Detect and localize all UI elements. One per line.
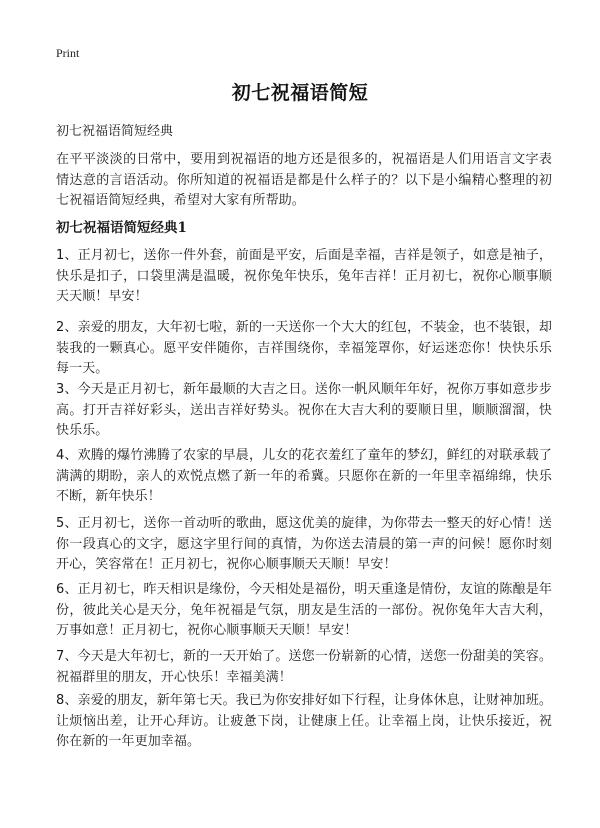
blessing-paragraph-7: 7、今天是大年初七，新的一天开始了。送您一份崭新的心情，送您一份甜美的笑容。祝福群里的朋友，开心快乐！幸福美满！	[56, 649, 552, 685]
page-title: 初七祝福语简短	[231, 82, 369, 104]
blessing-paragraph-6: 6、正月初七，昨天相识是缘份，今天相处是福份，明天重逢是情份，友谊的陈酿是年份，彼此关心是天分，兔年祝福是气氛，朋友是生活的一部份。祝你兔年大吉大利，万事如意！正月初七，祝你心顺事顺天天顺！早安！	[56, 582, 552, 638]
blessing-paragraph-5: 5、正月初七，送你一首动听的歌曲，愿这优美的旋律，为你带去一整天的好心情！送你一段真心的文字，愿这字里行间的真情，为你送去清晨的第一声的问候！愿你时刻开心，笑容常在！正月初七，祝你心顺事顺天天顺！早安！	[56, 516, 552, 572]
section-heading: 初七祝福语简短经典1	[56, 220, 187, 236]
print-link[interactable]: Print	[56, 46, 80, 60]
blessing-paragraph-3: 3、今天是正月初七，新年最顺的大吉之日。送你一帆风顺年年好，祝你万事如意步步高。打开吉祥好彩头，送出吉祥好势头。祝你在大吉大利的要顺日里，顺顺溜溜，快快乐乐。	[56, 382, 552, 438]
blessing-paragraph-1: 1、正月初七，送你一件外套，前面是平安，后面是幸福，吉祥是领子，如意是袖子，快乐是扣子，口袋里满是温暖，祝你兔年快乐，兔年吉祥！正月初七，祝你心顺事顺天天顺！早安！	[56, 248, 552, 304]
blessing-paragraph-4: 4、欢腾的爆竹沸腾了农家的早晨，儿女的花衣羞红了童年的梦幻，鲜红的对联承载了满满的期盼，亲人的欢悦点燃了新一年的希冀。只愿你在新的一年里幸福绵绵，快乐不断，新年快乐！	[56, 448, 552, 504]
blessing-paragraph-8: 8、亲爱的朋友，新年第七天。我已为你安排好如下行程，让身体休息，让财神加班。让烦恼出差，让开心拜访。让疲惫下岗，让健康上任。让幸福上岗，让快乐接近，祝你在新的一年更加幸福。	[56, 693, 552, 749]
blessing-paragraph-2: 2、亲爱的朋友，大年初七啦，新的一天送你一个大大的红包，不装金，也不装银，却装我的一颗真心。愿平安伴随你，吉祥围绕你，幸福笼罩你，好运迷恋你！快快乐乐每一天。	[56, 320, 552, 376]
intro-paragraph: 在平平淡淡的日常中，要用到祝福语的地方还是很多的，祝福语是人们用语言文字表情达意的言语活动。你所知道的祝福语是都是什么样子的？以下是小编精心整理的初七祝福语简短经典，希望对大家有所帮助。	[56, 152, 552, 208]
document-subtitle: 初七祝福语简短经典	[56, 124, 174, 139]
